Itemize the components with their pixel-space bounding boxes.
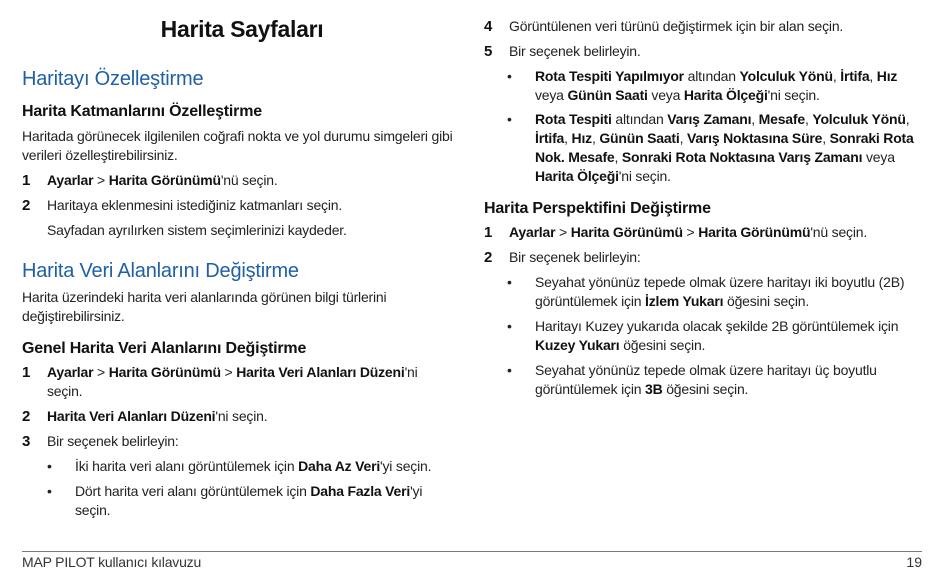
paragraph-data-fields <box>22 288 462 326</box>
text: veya <box>647 87 684 103</box>
text: , <box>832 68 841 84</box>
bold-term: Harita Ölçeği <box>683 87 768 103</box>
separator: > <box>93 172 109 188</box>
step-text: Bir seçenek belirleyin: <box>47 433 179 449</box>
bold-term: İrtifa <box>535 130 565 146</box>
bullet-text <box>535 110 915 186</box>
step-text: Bir seçenek belirleyin. <box>509 43 641 59</box>
text-tail: 'ni seçin. <box>618 168 671 184</box>
text-tail: 'nü seçin. <box>810 224 868 240</box>
subheading-general-data-fields: Genel Harita Veri Alanlarını Değiştirme <box>22 340 307 357</box>
bold-term: Rota Tespiti Yapılmıyor <box>535 68 684 84</box>
separator: > <box>682 224 699 240</box>
footer-manual-title: MAP PILOT kullanıcı kılavuzu <box>22 554 202 570</box>
text-line: Seyahat yönünüz tepede olmak üzere haritayı üç boyutlu <box>535 362 877 378</box>
bold-term: İrtifa <box>840 68 870 84</box>
bold-term: Harita Ölçeği <box>535 168 619 184</box>
text: , <box>869 68 877 84</box>
step-number: 5 <box>484 43 493 60</box>
text-line: seçin. <box>47 383 83 399</box>
text: , <box>822 130 830 146</box>
step-text <box>47 171 447 190</box>
text-tail: 'yi seçin. <box>380 458 432 474</box>
bold-term: Mesafe <box>758 111 805 127</box>
bullet-icon: • <box>507 111 512 127</box>
text-line: Seyahat yönünüz tepede olmak üzere haritayı iki boyutlu (2B) <box>535 274 905 290</box>
text-tail: 'ni <box>404 364 418 380</box>
bullet-icon: • <box>507 274 512 290</box>
text: İki harita veri alanı görüntülemek için <box>75 458 299 474</box>
text-tail: öğesini seçin. <box>723 293 810 309</box>
subheading-map-perspective: Harita Perspektifini Değiştirme <box>484 200 711 217</box>
text: , <box>614 149 622 165</box>
bold-term: Nok. Mesafe <box>535 149 615 165</box>
bullet-icon: • <box>507 68 512 84</box>
step-text <box>509 223 909 242</box>
bold-term: Varış Noktasına Süre <box>686 130 823 146</box>
step-note: Sayfadan ayrılırken sistem seçimlerinizi kaydeder. <box>47 222 347 238</box>
bold-term: Yolculuk Yönü <box>812 111 906 127</box>
bold-term: İzlem Yukarı <box>645 293 724 309</box>
bullet-icon: • <box>47 458 52 474</box>
step-number: 3 <box>22 433 31 450</box>
paragraph-line: verileri özelleştirebilirsiniz. <box>22 147 178 163</box>
bold-term: Ayarlar <box>47 172 94 188</box>
footer-divider <box>22 551 922 552</box>
bold-term: Harita Görünümü <box>570 224 683 240</box>
text: , <box>564 130 572 146</box>
paragraph-line: değiştirebilirsiniz. <box>22 308 125 324</box>
bold-term: Hız <box>876 68 898 84</box>
paragraph-map-layers <box>22 127 462 165</box>
step-number: 4 <box>484 18 493 35</box>
bold-term: Ayarlar <box>509 224 556 240</box>
step-text: Haritaya eklenmesini istediğiniz katmanları seçin. <box>47 197 343 213</box>
bold-term: Ayarlar <box>47 364 94 380</box>
bold-term: Harita Görünümü <box>108 172 221 188</box>
section-heading-customize-map: Haritayı Özelleştirme <box>22 68 204 90</box>
text: , <box>804 111 813 127</box>
bold-term: Varış Zamanı <box>667 111 752 127</box>
bold-term: 3B <box>645 381 663 397</box>
separator: > <box>220 364 237 380</box>
bullet-text <box>535 361 915 399</box>
text: görüntülemek için <box>535 381 646 397</box>
text: veya <box>535 87 568 103</box>
step-text: Bir seçenek belirleyin: <box>509 249 641 265</box>
text: altından <box>683 68 740 84</box>
text: görüntülemek için <box>535 293 646 309</box>
text-tail: 'nü seçin. <box>220 172 278 188</box>
bold-term: Rota Tespiti <box>535 111 612 127</box>
text: , <box>679 130 687 146</box>
bold-term: Sonraki Rota <box>829 130 914 146</box>
bold-term: Harita Görünümü <box>108 364 221 380</box>
bullet-icon: • <box>507 362 512 378</box>
bullet-text <box>75 482 455 520</box>
bold-term: Hız <box>571 130 592 146</box>
bold-term: Sonraki Rota Noktasına Varış Zamanı <box>621 149 863 165</box>
text-tail: öğesini seçin. <box>619 337 706 353</box>
step-text <box>47 407 447 426</box>
separator: > <box>555 224 571 240</box>
bullet-icon: • <box>507 318 512 334</box>
step-text: Görüntülenen veri türünü değiştirmek için bir alan seçin. <box>509 18 844 34</box>
text: , <box>905 111 910 127</box>
text: altından <box>611 111 668 127</box>
bullet-text <box>535 317 915 355</box>
text-line: Haritayı Kuzey yukarıda olacak şekilde 2B görüntülemek için <box>535 318 899 334</box>
paragraph-line: Harita üzerindeki harita veri alanlarında görünen bilgi türlerini <box>22 289 387 305</box>
text: Dört harita veri alanı görüntülemek için <box>75 483 311 499</box>
bold-term: Harita Görünümü <box>698 224 811 240</box>
step-number: 1 <box>22 172 31 189</box>
separator: > <box>93 364 109 380</box>
text-tail: 'yi <box>410 483 423 499</box>
step-number: 2 <box>484 249 493 266</box>
paragraph-line: Haritada görünecek ilgilenilen coğrafi nokta ve yol durumu simgeleri gibi <box>22 128 453 144</box>
bold-term: Daha Az Veri <box>298 458 381 474</box>
text-tail: 'ni seçin. <box>215 408 268 424</box>
step-text <box>47 363 447 401</box>
bullet-text <box>535 273 915 311</box>
step-number: 1 <box>22 364 31 381</box>
section-heading-data-fields: Harita Veri Alanlarını Değiştirme <box>22 260 299 282</box>
text-tail: öğesini seçin. <box>662 381 749 397</box>
subheading-map-layers: Harita Katmanlarını Özelleştirme <box>22 103 262 120</box>
step-number: 2 <box>22 197 31 214</box>
text: , <box>591 130 600 146</box>
page-number: 19 <box>906 554 922 570</box>
bold-term: Daha Fazla Veri <box>310 483 411 499</box>
text: veya <box>862 149 895 165</box>
bullet-text <box>75 457 455 476</box>
bold-term: Harita Veri Alanları Düzeni <box>47 408 216 424</box>
bullet-icon: • <box>47 483 52 499</box>
text: , <box>751 111 759 127</box>
step-number: 2 <box>22 408 31 425</box>
bullet-text <box>535 67 915 105</box>
text-line: seçin. <box>75 502 111 518</box>
bold-term: Günün Saati <box>599 130 680 146</box>
bold-term: Kuzey Yukarı <box>535 337 620 353</box>
bold-term: Günün Saati <box>567 87 648 103</box>
step-number: 1 <box>484 224 493 241</box>
text-tail: 'ni seçin. <box>767 87 820 103</box>
bold-term: Yolculuk Yönü <box>739 68 833 84</box>
bold-term: Harita Veri Alanları Düzeni <box>236 364 405 380</box>
page-title: Harita Sayfaları <box>160 16 324 42</box>
